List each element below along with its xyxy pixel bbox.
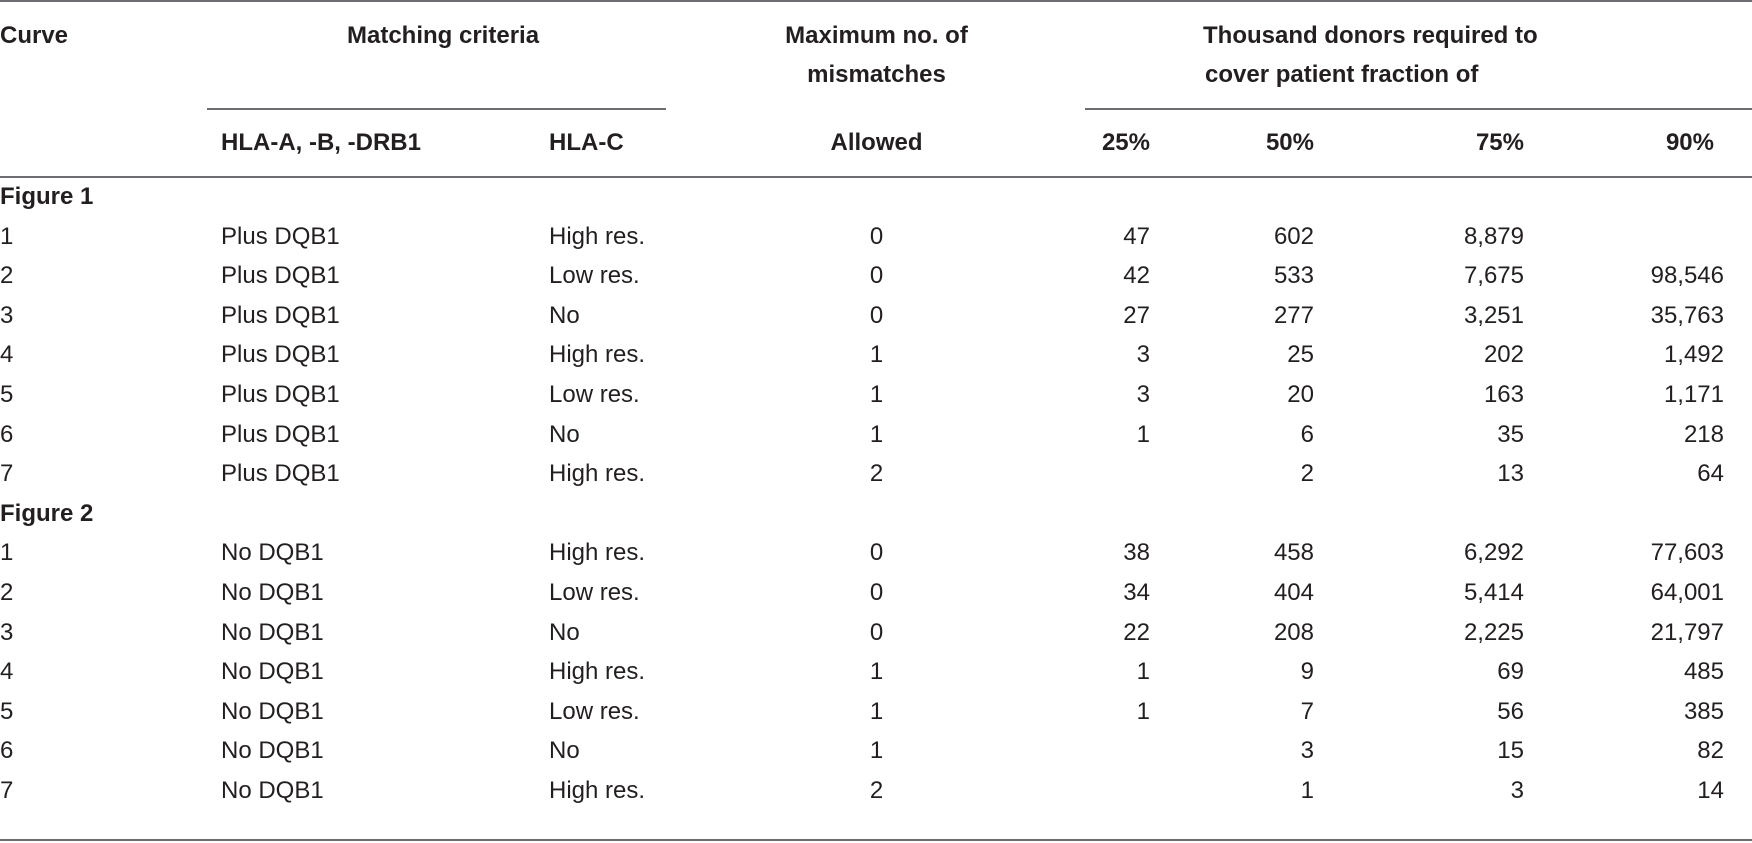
cell-25pct: 1	[1136, 697, 1150, 725]
cell-hla-abdrb1: Plus DQB1	[221, 341, 340, 369]
cell-75pct: 56	[1497, 697, 1524, 725]
header-50pct: 50%	[1265, 128, 1314, 156]
cell-75pct: 7,675	[1463, 262, 1524, 290]
cell-50pct: 7	[1300, 697, 1314, 725]
cell-50pct: 1	[1300, 776, 1314, 804]
table-header	[0, 0, 1752, 177]
cell-50pct: 458	[1273, 539, 1314, 567]
cell-allowed: 1	[869, 420, 884, 448]
cell-75pct: 35	[1497, 420, 1524, 448]
cell-90pct	[1524, 217, 1752, 257]
cell-hla-abdrb1: No DQB1	[221, 539, 324, 567]
header-max-mismatches-line2: mismatches	[807, 61, 946, 88]
header-75pct: 75%	[1475, 128, 1524, 156]
cell-hla-c: No	[549, 301, 580, 329]
cell-hla-abdrb1: No DQB1	[221, 737, 324, 765]
cell-25pct: 3	[1136, 380, 1150, 408]
table-row	[0, 731, 1752, 771]
cell-curve: 7	[0, 460, 14, 488]
cell-allowed: 1	[869, 380, 884, 408]
cell-hla-c: High res.	[549, 539, 646, 567]
cell-90pct: 98,546	[1650, 262, 1724, 290]
cell-hla-c: High res.	[549, 658, 646, 686]
table-row	[0, 652, 1752, 692]
cell-50pct: 20	[1287, 380, 1314, 408]
table-body	[0, 177, 1752, 811]
cell-50pct: 277	[1273, 301, 1314, 329]
cell-25pct: 3	[1136, 341, 1150, 369]
cell-hla-abdrb1: Plus DQB1	[221, 301, 340, 329]
cell-hla-c: No	[549, 618, 580, 646]
cell-50pct: 2	[1300, 460, 1314, 488]
cell-75pct: 69	[1497, 658, 1524, 686]
cell-75pct: 6,292	[1463, 539, 1524, 567]
cell-90pct: 77,603	[1650, 539, 1724, 567]
cell-75pct: 13	[1497, 460, 1524, 488]
cell-allowed: 0	[869, 301, 884, 329]
cell-hla-abdrb1: Plus DQB1	[221, 460, 340, 488]
cell-hla-abdrb1: Plus DQB1	[221, 262, 340, 290]
cell-allowed: 0	[869, 222, 884, 250]
cell-allowed: 1	[869, 658, 884, 686]
cell-25pct: 42	[1123, 262, 1150, 290]
cell-50pct: 602	[1273, 222, 1314, 250]
cell-90pct: 1,171	[1663, 380, 1724, 408]
header-hla-c: HLA-C	[549, 128, 624, 156]
cell-90pct: 21,797	[1650, 618, 1724, 646]
cell-50pct: 404	[1273, 578, 1314, 606]
table-row	[0, 573, 1752, 613]
cell-hla-c: Low res.	[549, 697, 640, 725]
cell-curve: 2	[0, 578, 14, 606]
bottom-rule	[0, 839, 1752, 841]
cell-allowed: 2	[869, 460, 884, 488]
cell-curve: 2	[0, 262, 14, 290]
cell-90pct: 218	[1683, 420, 1724, 448]
cell-curve: 3	[0, 618, 14, 646]
cell-50pct: 6	[1300, 420, 1314, 448]
cell-allowed: 0	[869, 262, 884, 290]
header-allowed: Allowed	[830, 128, 923, 156]
cell-curve: 5	[0, 380, 14, 408]
cell-25pct: 34	[1123, 578, 1150, 606]
cell-50pct: 3	[1300, 737, 1314, 765]
header-max-mismatches	[703, 0, 1050, 108]
cell-50pct: 25	[1287, 341, 1314, 369]
table-row	[0, 375, 1752, 415]
cell-hla-abdrb1: Plus DQB1	[221, 380, 340, 408]
header-row-2	[0, 108, 1752, 177]
cell-90pct: 14	[1697, 776, 1724, 804]
cell-allowed: 1	[869, 341, 884, 369]
table-row	[0, 771, 1752, 811]
header-max-mismatches-line1: Maximum no. of	[785, 22, 968, 49]
cell-curve: 1	[0, 222, 14, 250]
cell-curve: 6	[0, 737, 14, 765]
cell-hla-c: High res.	[549, 341, 646, 369]
cell-25pct: 1	[1136, 658, 1150, 686]
header-thousand-line1: Thousand donors required to	[1203, 22, 1538, 49]
cell-curve: 4	[0, 341, 14, 369]
cell-75pct: 8,879	[1463, 222, 1524, 250]
cell-hla-c: High res.	[549, 222, 646, 250]
table-row	[0, 256, 1752, 296]
cell-allowed: 2	[869, 776, 884, 804]
cell-allowed: 1	[869, 697, 884, 725]
table-row	[0, 217, 1752, 257]
cell-90pct: 485	[1683, 658, 1724, 686]
cell-25pct	[1050, 731, 1150, 771]
cell-25pct: 1	[1136, 420, 1150, 448]
cell-hla-c: High res.	[549, 460, 646, 488]
cell-25pct: 27	[1123, 301, 1150, 329]
table-row	[0, 692, 1752, 732]
cell-50pct: 533	[1273, 262, 1314, 290]
cell-75pct: 3	[1510, 776, 1524, 804]
cell-90pct: 385	[1683, 697, 1724, 725]
table-row	[0, 533, 1752, 573]
section-row	[0, 177, 1752, 217]
cell-75pct: 3,251	[1463, 301, 1524, 329]
cell-25pct: 47	[1123, 222, 1150, 250]
header-thousand-line2: cover patient fraction of	[1205, 61, 1479, 88]
section-row	[0, 494, 1752, 534]
cell-curve: 4	[0, 658, 14, 686]
header-90pct: 90%	[1665, 128, 1714, 156]
table-row	[0, 296, 1752, 336]
cell-hla-c: Low res.	[549, 262, 640, 290]
table-row	[0, 613, 1752, 653]
cell-hla-c: No	[549, 737, 580, 765]
cell-allowed: 1	[869, 737, 884, 765]
cell-curve: 5	[0, 697, 14, 725]
cell-90pct: 64	[1697, 460, 1724, 488]
header-25pct: 25%	[1101, 128, 1150, 156]
cell-75pct: 163	[1483, 380, 1524, 408]
cell-hla-abdrb1: No DQB1	[221, 697, 324, 725]
table-row	[0, 415, 1752, 455]
table-row	[0, 454, 1752, 494]
header-empty	[0, 108, 221, 177]
section-label: Figure 1	[0, 183, 94, 210]
cell-hla-abdrb1: No DQB1	[221, 776, 324, 804]
cell-90pct: 64,001	[1650, 578, 1724, 606]
header-hla-abdrb1: HLA-A, -B, -DRB1	[221, 128, 421, 156]
cell-curve: 1	[0, 539, 14, 567]
cell-hla-c: Low res.	[549, 380, 640, 408]
cell-75pct: 202	[1483, 341, 1524, 369]
section-label: Figure 2	[0, 499, 94, 527]
cell-90pct: 1,492	[1663, 341, 1724, 369]
cell-50pct: 9	[1300, 658, 1314, 686]
cell-allowed: 0	[869, 539, 884, 567]
cell-hla-abdrb1: No DQB1	[221, 578, 324, 606]
cell-allowed: 0	[869, 578, 884, 606]
cell-75pct: 5,414	[1463, 578, 1524, 606]
cell-hla-abdrb1: No DQB1	[221, 618, 324, 646]
cell-allowed: 0	[869, 618, 884, 646]
cell-75pct: 15	[1497, 737, 1524, 765]
header-thousand-donors	[1050, 0, 1752, 108]
cell-90pct: 35,763	[1650, 301, 1724, 329]
cell-hla-c: No	[549, 420, 580, 448]
cell-hla-abdrb1: No DQB1	[221, 658, 324, 686]
cell-25pct: 22	[1123, 618, 1150, 646]
header-row-1	[0, 0, 1752, 108]
cell-curve: 3	[0, 301, 14, 329]
header-curve: Curve	[0, 22, 69, 49]
cell-50pct: 208	[1273, 618, 1314, 646]
cell-25pct	[1050, 771, 1150, 811]
cell-75pct: 2,225	[1463, 618, 1524, 646]
table-row	[0, 335, 1752, 375]
cell-25pct	[1050, 454, 1150, 494]
cell-curve: 6	[0, 420, 14, 448]
cell-hla-c: High res.	[549, 776, 646, 804]
cell-curve: 7	[0, 776, 14, 804]
cell-hla-c: Low res.	[549, 578, 640, 606]
cell-90pct: 82	[1697, 737, 1724, 765]
header-matching-criteria: Matching criteria	[347, 22, 540, 49]
cell-hla-abdrb1: Plus DQB1	[221, 420, 340, 448]
cell-25pct: 38	[1123, 539, 1150, 567]
cell-hla-abdrb1: Plus DQB1	[221, 222, 340, 250]
